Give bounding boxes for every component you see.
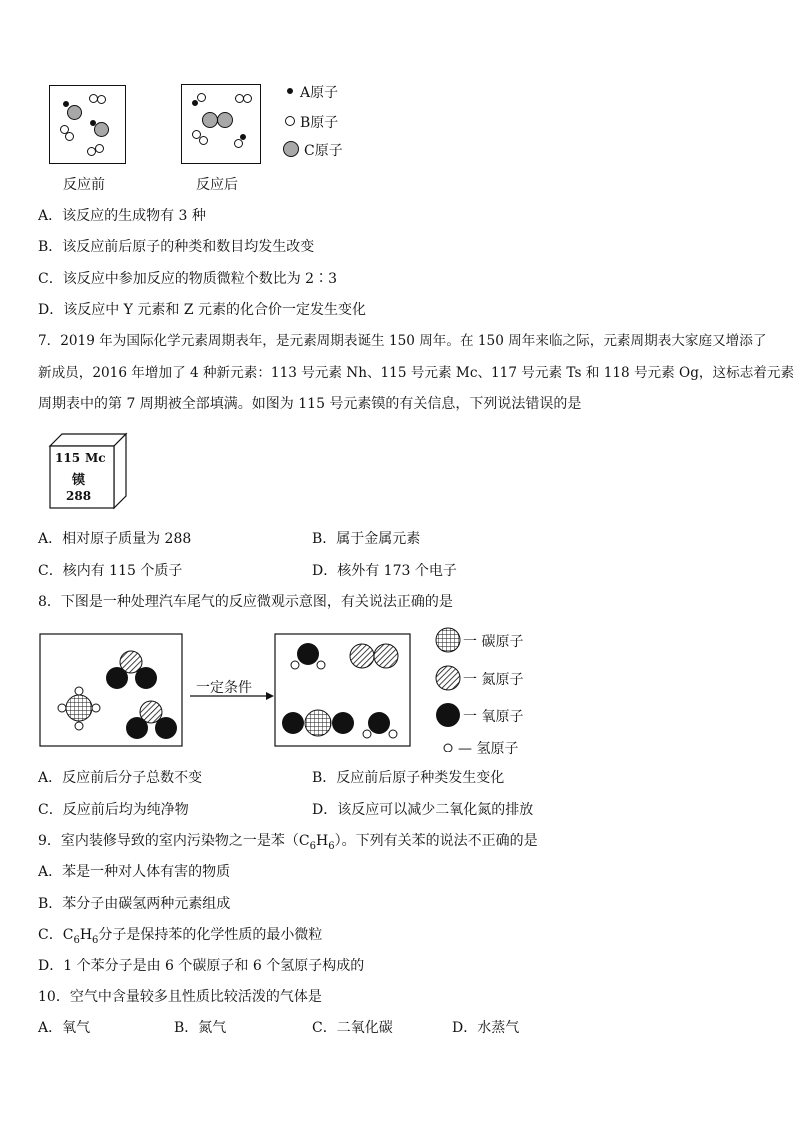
q9-stem-suffix: ）。下列有关苯的说法不正确的是: [334, 833, 538, 849]
c-atom: [217, 112, 233, 128]
b-atom: [95, 144, 104, 153]
subscript: 6: [92, 934, 99, 946]
legend-oxygen: 一 氧原子: [463, 709, 524, 725]
q10-stem: 10．空气中含量较多且性质比较活泼的气体是: [38, 989, 322, 1005]
subscript: 6: [73, 934, 80, 946]
a-atom: [192, 100, 198, 106]
q10-option-a: A．氧气: [38, 1020, 91, 1036]
b-atom: [197, 93, 206, 102]
q8-option-d: D．该反应可以减少二氧化氮的排放: [312, 802, 534, 818]
legend-c-label: C原子: [304, 143, 343, 159]
q6-option-a: A．该反应的生成物有 3 种: [38, 208, 206, 224]
q7-option-c: C．核内有 115 个质子: [38, 563, 183, 579]
q6-option-d: D．该反应中 Y 元素和 Z 元素的化合价一定发生变化: [38, 302, 366, 318]
q7-option-b: B．属于金属元素: [312, 531, 421, 547]
q8-stem: 8．下图是一种处理汽车尾气的反应微观示意图，有关说法正确的是: [38, 594, 453, 610]
after-reaction-box: [181, 84, 261, 164]
q10-option-b: B．氮气: [174, 1020, 227, 1036]
c-atom: [202, 112, 218, 128]
subscript: 6: [328, 840, 335, 852]
subscript: 6: [309, 840, 316, 852]
q9-option-a: A．苯是一种对人体有害的物质: [38, 864, 231, 880]
q10-option-c: C．二氧化碳: [312, 1020, 393, 1036]
q9-stem: [38, 831, 538, 857]
q9-option-b: B．苯分子由碳氢两种元素组成: [38, 896, 231, 912]
q9-option-c-prefix: C．C: [38, 927, 74, 943]
q6-option-b: B．该反应前后原子的种类和数目均发生改变: [38, 239, 315, 255]
before-reaction-box: [49, 85, 126, 164]
legend-a-atom: [287, 88, 293, 94]
legend-hydrogen: — 氢原子: [458, 741, 519, 757]
q9-stem-mid: H: [316, 833, 329, 849]
legend-carbon: 一 碳原子: [463, 634, 524, 650]
legend-b-label: B原子: [300, 115, 339, 131]
q10-option-d: D．水蒸气: [452, 1020, 520, 1036]
b-atom: [243, 94, 252, 103]
q9-stem-prefix: 9．室内装修导致的室内污染物之一是苯（C: [38, 833, 310, 849]
legend-c-atom: [283, 141, 299, 157]
q8-option-b: B．反应前后原子种类发生变化: [312, 770, 505, 786]
after-label: 反应后: [196, 177, 238, 193]
before-label: 反应前: [63, 177, 105, 193]
q7-stem-line-1: 7．2019 年为国际化学元素周期表年，是元素周期表诞生 150 周年。在 150 周年来临之际，元素周期表大家庭又增添了: [38, 333, 767, 349]
q8-option-c: C．反应前后均为纯净物: [38, 802, 189, 818]
q7-option-d: D．核外有 173 个电子: [312, 563, 457, 579]
b-atom: [65, 132, 74, 141]
legend-b-atom: [285, 116, 295, 126]
c-atom: [94, 122, 109, 137]
element-mass: 288: [66, 489, 92, 503]
a-atom: [63, 101, 69, 107]
element-symbol: Mc: [85, 451, 106, 465]
molecule-co2: [282, 710, 354, 736]
q6-option-c: C．该反应中参加反应的物质微粒个数比为 2∶3: [38, 271, 337, 287]
element-number: 115: [55, 451, 81, 465]
reaction-condition: 一定条件: [196, 680, 252, 696]
q9-option-c-mid: H: [79, 927, 93, 943]
b-atom: [199, 136, 208, 145]
q9-option-c: [38, 925, 322, 951]
q7-option-a: A．相对原子质量为 288: [38, 531, 192, 547]
element-name: 镆: [72, 473, 86, 488]
q7-stem-line-2: 新成员，2016 年增加了 4 种新元素：113 号元素 Nh、115 号元素 Mc、117 号元素 Ts 和 118 号元素 Og，这标志着元素: [38, 365, 794, 381]
q9-option-d: D．1 个苯分子是由 6 个碳原子和 6 个氢原子构成的: [38, 958, 365, 974]
legend-a-label: A原子: [300, 85, 339, 101]
c-atom: [67, 105, 82, 120]
q9-option-c-suffix: 分子是保持苯的化学性质的最小微粒: [98, 927, 323, 943]
b-atom: [97, 95, 106, 104]
legend-nitrogen: 一 氮原子: [463, 672, 524, 688]
b-atom: [234, 139, 243, 148]
q8-option-a: A．反应前后分子总数不变: [38, 770, 203, 786]
q7-stem-line-3: 周期表中的第 7 周期被全部填满。如图为 115 号元素镆的有关信息，下列说法错误的是: [38, 396, 582, 412]
